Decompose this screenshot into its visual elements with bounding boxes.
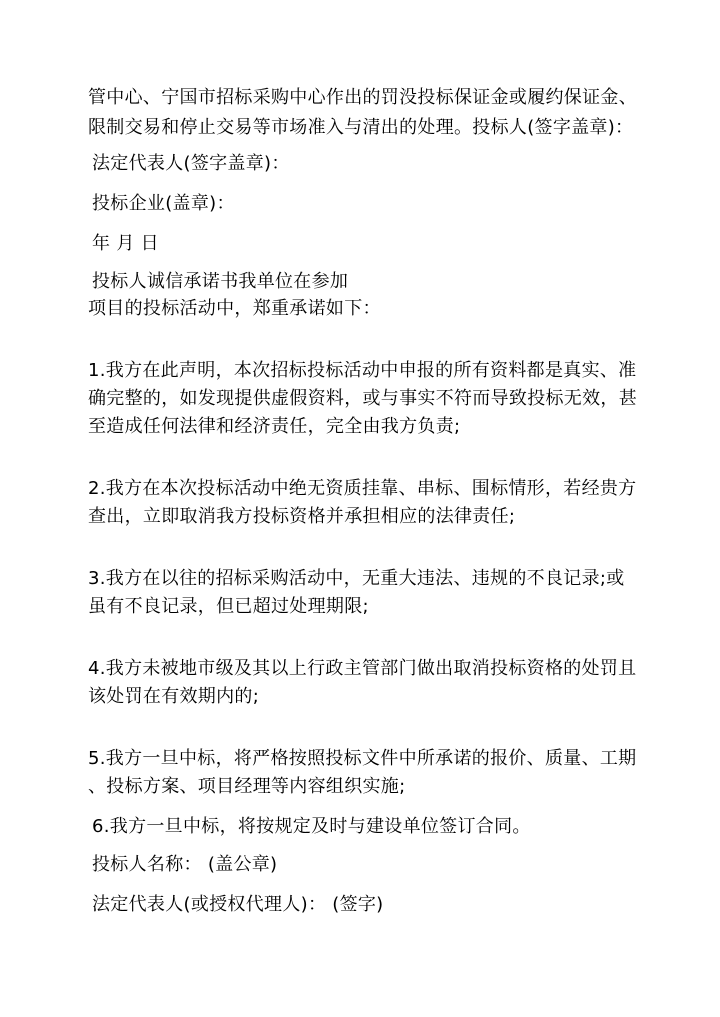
- text-line: 该处罚在有效期内的;: [88, 686, 260, 707]
- text-line: 限制交易和停止交易等市场准入与清出的处理。投标人(签字盖章)：: [88, 117, 634, 138]
- text-line: 至造成任何法律和经济责任，完全由我方负责;: [88, 416, 461, 437]
- text-line: 虽有不良记录，但已超过处理期限;: [88, 596, 369, 617]
- text-line: 4.我方未被地市级及其以上行政主管部门做出取消投标资格的处罚且: [88, 658, 637, 679]
- text-line: 1.我方在此声明，本次招标投标活动中申报的所有资料都是真实、准: [88, 360, 637, 381]
- text-line: 管中心、宁国市招标采购中心作出的罚没投标保证金或履约保证金、: [88, 87, 637, 108]
- text-line: 年 月 日: [92, 233, 159, 254]
- text-line: 、投标方案、项目经理等内容组织实施;: [88, 776, 406, 797]
- text-line: 投标企业(盖章)：: [92, 193, 235, 214]
- text-line: 6.我方一旦中标，将按规定及时与建设单位签订合同。: [92, 816, 531, 837]
- text-line: 投标人诚信承诺书我单位在参加: [92, 271, 349, 292]
- text-line: 法定代表人(或授权代理人)： (签字): [92, 894, 384, 915]
- text-line: 项目的投标活动中，郑重承诺如下：: [88, 298, 381, 319]
- text-line: 确完整的，如发现提供虚假资料，或与事实不符而导致投标无效，甚: [88, 388, 637, 409]
- text-line: 投标人名称： (盖公章): [92, 854, 278, 875]
- text-line: 法定代表人(签字盖章)：: [92, 153, 290, 174]
- text-line: 5.我方一旦中标，将严格按照投标文件中所承诺的报价、质量、工期: [88, 748, 637, 769]
- text-line: 查出，立即取消我方投标资格并承担相应的法律责任;: [88, 506, 516, 527]
- text-line: 2.我方在本次投标活动中绝无资质挂靠、串标、围标情形，若经贵方: [88, 478, 637, 499]
- text-line: 3.我方在以往的招标采购活动中，无重大违法、违规的不良记录;或: [88, 568, 625, 589]
